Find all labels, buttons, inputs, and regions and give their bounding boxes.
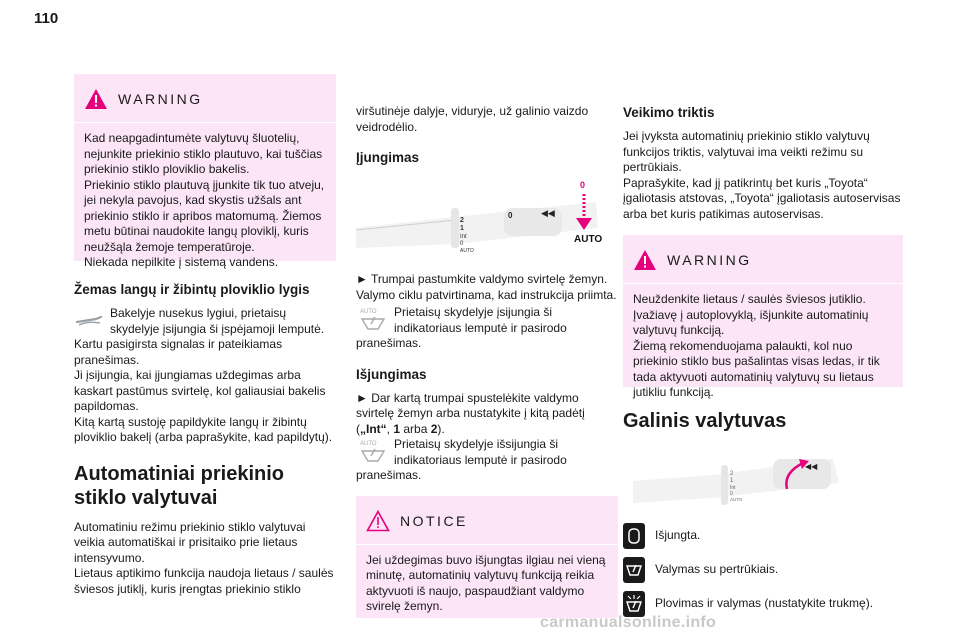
stalk-figure-on: [356, 178, 618, 258]
rear-stalk-label-1: 1: [730, 478, 734, 484]
auto-wipers-text: Automatiniu režimu priekinio stiklo valytuvai veikia automatiškai ir prisitaiko prie lietaus intensyvumo. Lietaus aptikimo funkcija naudoja lietaus / saulės šviesos jutiklį, kuris įrengtas priekinio stiklo: [74, 519, 334, 596]
rear-wiper-intermittent-icon: [623, 557, 645, 583]
rear-stalk-label-auto: AUTO: [730, 497, 743, 502]
fault-heading: Veikimo triktis: [623, 105, 715, 120]
svg-text:◀◀: ◀◀: [805, 462, 818, 471]
warning-title-2: WARNING: [667, 252, 752, 268]
off-text: ► Dar kartą trumpai spustelėkite valdymo svirtelę žemyn arba nustatykite į kitą padėtį („Int“, 1 arba 2).: [356, 390, 585, 436]
rear-wiper-heading: Galinis valytuvas: [623, 410, 787, 432]
auto-wipers-heading: Automatiniai priekinio stiklo valytuvai: [74, 462, 285, 509]
rear-item-intermittent-label: Valymas su pertrūkiais.: [655, 562, 779, 577]
rear-item-off-label: Išjungta.: [655, 528, 701, 543]
warning-text-2: Neuždenkite lietaus / saulės šviesos jutiklio. Įvažiavę į autoplovyklą, išjunkite automatinių valytuvų funkciją. Žiemą rekomenduojama palaukti, kol nuo priekinio stiklo bus pašalintas visas ledas, ir tik tada aktyvuoti automatinių valytuvų su lietaus jutikliu funkciją.: [633, 292, 880, 399]
notice-box: [356, 496, 618, 618]
notice-triangle-icon: [366, 510, 390, 532]
stalk-label-2: 2: [460, 217, 464, 224]
column-2: [356, 104, 618, 618]
warning-triangle-icon: [84, 88, 108, 110]
stalk-label-1: 1: [460, 225, 464, 232]
rear-wiper-off-icon: [623, 523, 645, 549]
auto-label: AUTO: [574, 234, 603, 245]
on-heading: Įjungimas: [356, 150, 420, 165]
footer-watermark: carmanualsonline.info: [540, 614, 717, 631]
rear-item-off: [623, 523, 903, 549]
on-lamp-paragraph: [356, 305, 618, 352]
rear-item-wash-label: Plovimas ir valymas (nustatykite trukmę).: [655, 596, 874, 611]
zero-label: 0: [580, 180, 586, 190]
auto-lamp-off-icon: [356, 437, 390, 467]
column-1: [74, 74, 336, 597]
page-number: 110: [34, 10, 59, 27]
low-level-paragraph: [74, 306, 336, 446]
auto-lamp-off-label: AUTO: [360, 441, 377, 447]
warning-box-2: [623, 235, 903, 399]
auto-lamp-label: AUTO: [360, 309, 377, 315]
notice-text: Jei uždegimas buvo išjungtas ilgiau nei vieną minutę, automatinių valytuvų funkciją reikia aktyvuoti iš naujo, paspaudžiant valdymo svirelę žemyn.: [366, 552, 606, 613]
warning-text: Kad neapgadintumėte valytuvų šluotelių, nejunkite priekinio stiklo plautuvo, kai tuščias priekinio stiklo ploviklio bakelis. Priekinio stiklo plautuvą įjunkite tik tuo atveju, jei nekyla pavojus, kad skystis užšals ant priekinio stiklo ir apribos matomumą. Žiemos metu būtinai naudokite langų ploviklį, kuris neužšąla žemoje temperatūroje. Niekada nepilkite į sistemą vandens.: [84, 131, 325, 269]
stalk-label-0: 0: [460, 241, 464, 247]
off-heading: Išjungimas: [356, 366, 427, 382]
warning-box: [74, 74, 336, 269]
notice-header: [366, 506, 608, 536]
on-lamp-text: Prietaisų skydelyje įsijungia ši indikatoriaus lemputė ir pasirodo pranešimas.: [356, 305, 567, 350]
rear-stalk-figure: [633, 449, 843, 509]
warning-header-2: [633, 245, 893, 275]
off-lamp-paragraph: [356, 437, 618, 484]
stalk-zero: 0: [508, 211, 513, 220]
washer-level-lamp-icon: [74, 308, 104, 330]
warning-title: WARNING: [118, 91, 203, 107]
low-level-text: Bakelyje nusekus lygiui, prietaisų skydelyje įsijungia ši įspėjamoji lemputė. Kartu pasigirsta signalas ir pateikiamas pranešimas. Ji įsijungia, kai įjungiamas uždegimas arba kaskart pastūmus svirtelę, kol galiausiai bakelis papildomas. Kitą kartą sustoję papildykite langų ir žibintų ploviklio bakelį (arba paprašykite, kad papildytų).: [74, 306, 333, 444]
rear-item-intermittent: [623, 557, 903, 583]
low-level-heading: Žemas langų ir žibintų ploviklio lygis: [74, 282, 310, 297]
rear-stalk-label-0: 0: [730, 491, 733, 497]
rewind-symbol: ◀◀: [541, 209, 555, 219]
column-3: [623, 104, 903, 617]
warning-triangle-icon-2: [633, 249, 657, 271]
on-text: ► Trumpai pastumkite valdymo svirtelę žemyn. Valymo ciklu patvirtinama, kad instrukcija priimta.: [356, 272, 617, 302]
stalk-label-int: Int: [460, 234, 467, 240]
rear-stalk-label-int: Int: [730, 485, 736, 491]
notice-title: NOTICE: [400, 512, 468, 529]
fault-text: Jei įvyksta automatinių priekinio stiklo valytuvų funkcijos triktis, valytuvai ima veikti režimu su pertrūkiais. Paprašykite, kad jį patikrintų bet kuris „Toyota“ įgaliotasis atstovas, „Toyota“ įgaliotasis autoservisas arba bet kuris patikimas autoservisas.: [623, 129, 901, 221]
stalk-label-auto: AUTO: [460, 248, 474, 254]
warning-header: [84, 84, 326, 114]
off-lamp-text: Prietaisų skydelyje išsijungia ši indikatoriaus lemputė ir pasirodo pranešimas.: [356, 437, 567, 482]
rear-stalk-label-2: 2: [730, 471, 734, 477]
continued-text: viršutinėje dalyje, viduryje, už galinio vaizdo veidrodėlio.: [356, 104, 589, 134]
auto-lamp-icon: [356, 305, 390, 335]
